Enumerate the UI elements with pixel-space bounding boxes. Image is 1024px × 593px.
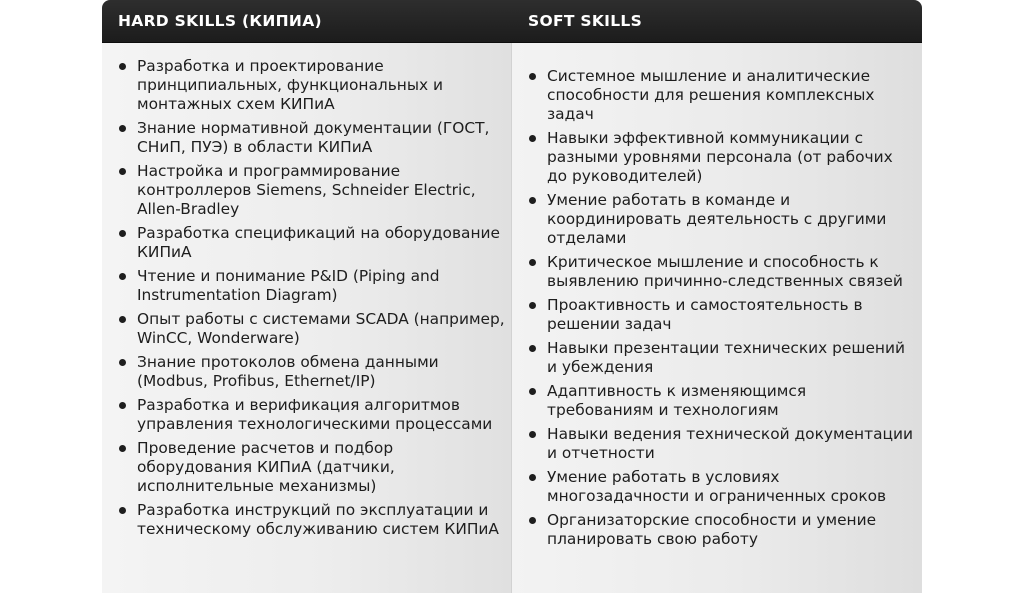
skills-table: [102, 0, 922, 593]
list-item: Разработка и проектирование принципиальных, функциональных и монтажных схем КИПиА: [137, 57, 505, 114]
list-item: Проведение расчетов и подбор оборудования КИПиА (датчики, исполнительные механизмы): [137, 439, 505, 496]
list-item: Адаптивность к изменяющимся требованиям и технологиям: [547, 382, 916, 420]
list-item: Чтение и понимание P&ID (Piping and Instrumentation Diagram): [137, 267, 505, 305]
soft-skills-header: SOFT SKILLS: [528, 12, 643, 30]
list-item: Знание протоколов обмена данными (Modbus, Profibus, Ethernet/IP): [137, 353, 505, 391]
list-item: Умение работать в команде и координировать деятельность с другими отделами: [547, 191, 916, 248]
list-item: Разработка и верификация алгоритмов управления технологическими процессами: [137, 396, 505, 434]
list-item: Знание нормативной документации (ГОСТ, СНиП, ПУЭ) в области КИПиА: [137, 119, 505, 157]
list-item: Умение работать в условиях многозадачности и ограниченных сроков: [547, 468, 916, 506]
list-item: Проактивность и самостоятельность в решении задач: [547, 296, 916, 334]
table-header: [102, 0, 922, 43]
list-item: Навыки эффективной коммуникации с разными уровнями персонала (от рабочих до руководителей): [547, 129, 916, 186]
list-item: Разработка спецификаций на оборудование КИПиА: [137, 224, 505, 262]
list-item: Навыки презентации технических решений и убеждения: [547, 339, 916, 377]
soft-skills-column: [512, 43, 922, 593]
hard-skills-list: [137, 57, 505, 544]
list-item: Организаторские способности и умение планировать свою работу: [547, 511, 916, 549]
list-item: Настройка и программирование контроллеров Siemens, Schneider Electric, Allen-Bradley: [137, 162, 505, 219]
list-item: Навыки ведения технической документации и отчетности: [547, 425, 916, 463]
list-item: Разработка инструкций по эксплуатации и техническому обслуживанию систем КИПиА: [137, 501, 505, 539]
hard-skills-header: HARD SKILLS (КИПИА): [118, 12, 322, 30]
list-item: Критическое мышление и способность к выявлению причинно-следственных связей: [547, 253, 916, 291]
list-item: Системное мышление и аналитические способности для решения комплексных задач: [547, 67, 916, 124]
soft-skills-list: [547, 67, 916, 554]
hard-skills-column: [102, 43, 511, 593]
list-item: Опыт работы с системами SCADA (например, WinCC, Wonderware): [137, 310, 505, 347]
